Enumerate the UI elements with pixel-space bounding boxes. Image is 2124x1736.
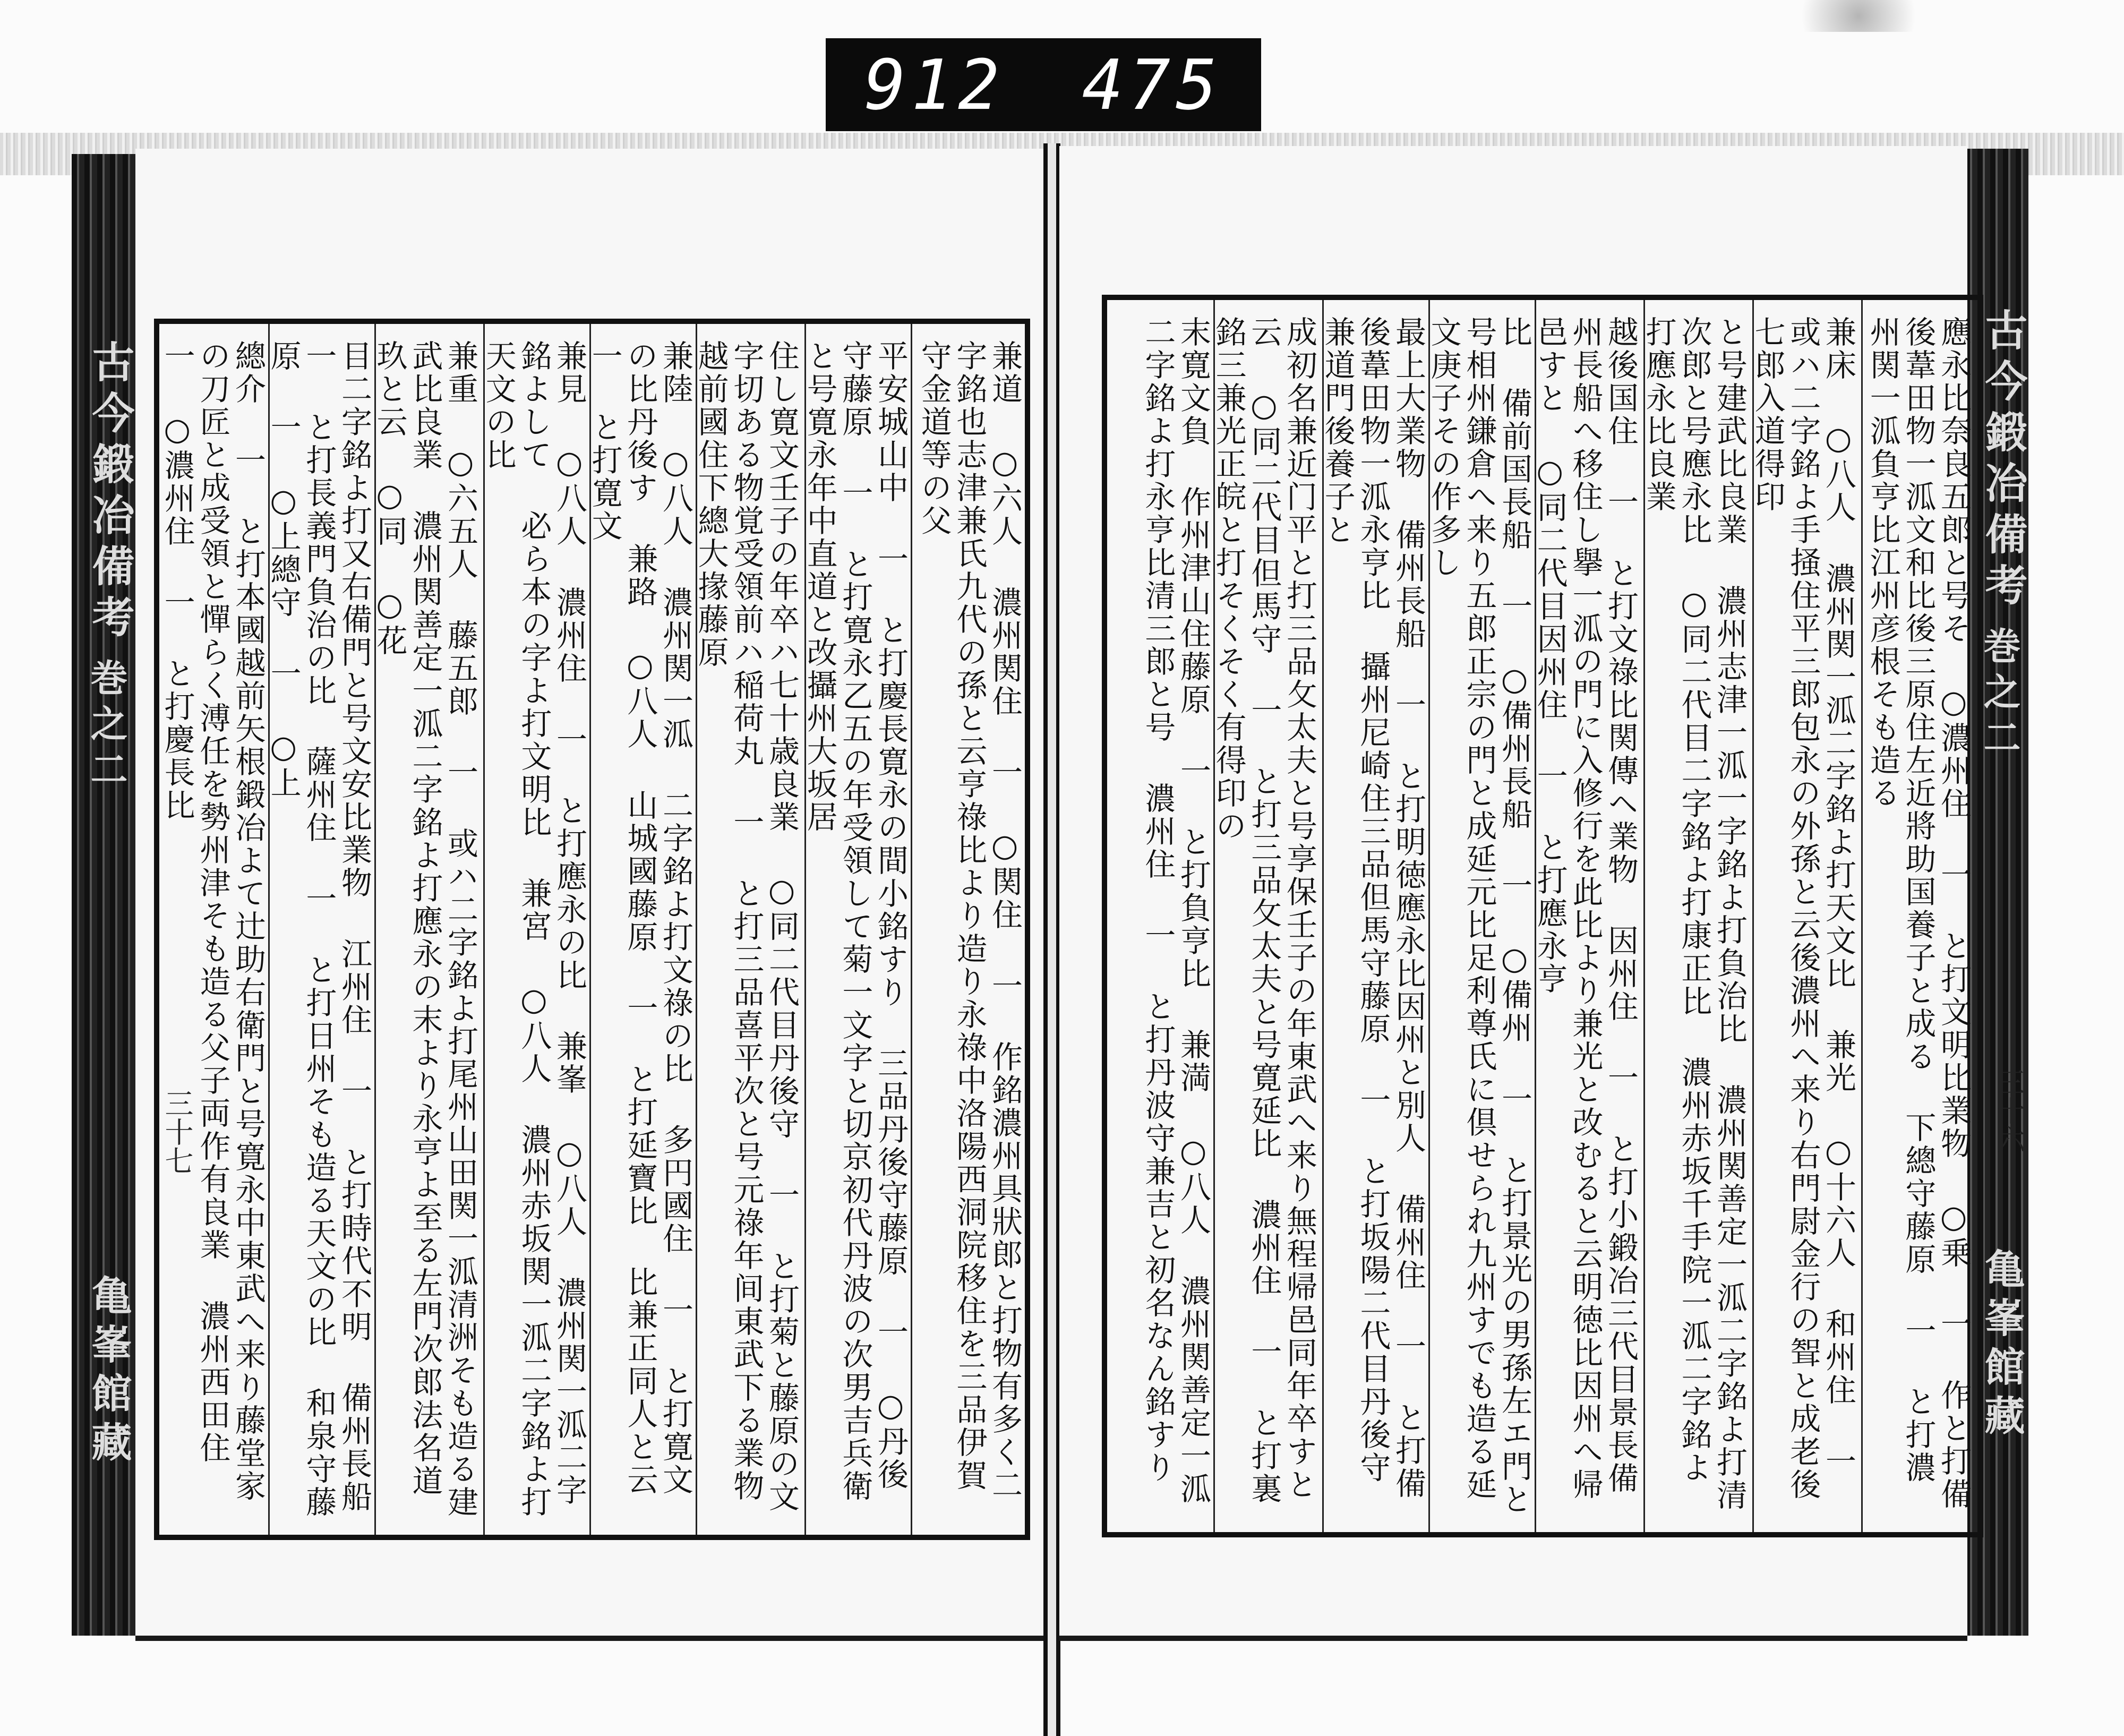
- right-text-frame: [1102, 295, 1983, 1537]
- entry-column: と号建武比良業 濃州志津一泒一字銘よ打負治比 濃州関善定一泒二字銘よ打清次郎と号應永比 ○同二代目二字銘よ打康正比 濃州赤坂千手院一泒二字銘よ打應永比良業: [1640, 316, 1748, 1512]
- book-gutter: [1043, 143, 1060, 1736]
- entry-column: 末寛文負 作州津山住藤原 一 と打負亨比 兼満 ○八人 濃州関善定一泒二字銘よ打永亨比清三郎と号 濃州住 一 と打丹波守兼吉と初名なん銘すり: [1140, 316, 1211, 1506]
- entry-column: 成初名兼近门平と打三品攵太夫と号享保壬子の年東武へ来り無程帰邑同年卒すと云 ○同二代目但馬守 一 と打三品攵太夫と号寛延比 濃州住 一 と打裏銘三兼光正皖と打そくそく有得印の: [1210, 316, 1317, 1506]
- entry-column: 目二字銘よ打又右備門と号文安比業物 江州住 一 と打時代不明 備州長船 一 と打長義門負治の比 薩州住 一 と打日州そも造る天文の比 和泉守藤原 一 ○上總守 一 ○上: [265, 340, 372, 1519]
- right-page-number: 三十六: [1992, 1067, 2026, 1153]
- call-number-label: [826, 38, 1261, 131]
- call-number-part2: 475: [1082, 44, 1223, 125]
- entry-column: 兼陸 ○八人 濃州関一泒 二字銘よ打文祿の比 多円國住 一 と打寛文の比丹後す 兼路 ○八人 山城國藤原 一 と打延寶比 比兼正同人と云 一 と打寛文: [586, 340, 693, 1496]
- left-running-title: 古今鍛冶備考: [85, 340, 135, 646]
- entry-column: 應永比奈良五郎と号そ ○濃州住 一 と打文明比業物 ○乗 一 作と打備後葦田物一泒文和比後三原住左近將助国養子と成る 下總守藤原 一 と打濃州関一泒負亨比江州彦根そも造る: [1864, 316, 1972, 1511]
- right-volume-label: 巻之二: [1977, 627, 2022, 764]
- scan-smudge: [1779, 0, 1938, 32]
- entry-column: 兼見 ○八人 濃州住 一 と打應永の比 兼峯 ○八人 濃州関一泒二字銘よして 必ら本の字よ打文明比 兼宮 ○八人 濃州赤坂関一泒二字銘よ打天文の比: [480, 340, 587, 1519]
- entry-column: 平安城山中 一 と打慶長寛永の間小銘すり 三品丹後守藤原 一 ○丹後守藤原 一 と打寛永乙五の年受領して菊一文字と切京初代丹波の次男吉兵衛と号寛永年中直道と改攝州大坂居: [801, 340, 909, 1503]
- column-rule: [483, 324, 485, 1535]
- right-running-title: 古今鍛冶備考: [1978, 308, 2028, 614]
- left-page-number: 三十七: [160, 1089, 194, 1175]
- entry-column: 最上大業物 備州長船 一 と打明徳應永比因州と別人 備州住 一 と打備後葦田物一泒永亨比 攝州尼崎住三品但馬守藤原 一 と打坂陽二代目丹後守兼道門後養子と: [1319, 316, 1426, 1500]
- entry-column: 住し寛文壬子の年卒ハ七十歳良業 ○同二代目丹後守 一 と打菊と藤原の文字切ある物覚受領前ハ稲荷丸 一 と打三品喜平次と号元祿年间東武下る業物 越前國住下總大掾藤原: [692, 340, 800, 1513]
- column-rule: [1861, 300, 1863, 1532]
- entry-column: 兼道 ○六人 濃州関住 一 ○関住 一 作銘濃州具狀郎と打物有多く二字銘也志津兼氏九代の孫と云亨祿比より造り永祿中洛陽西洞院移住を三品伊賀守金道等の父: [915, 340, 1023, 1502]
- left-text-frame: [154, 319, 1030, 1540]
- entry-column: 兼重 ○六五人 藤五郎 一 或ハ二字銘よ打尾州山田関一泒清洲そも造る建武比良業 濃州関善定一泒二字銘よ打應永の末より永亨よ至る左門次郎法名道玖と云 ○同 ○花: [371, 340, 478, 1519]
- column-rule: [911, 324, 912, 1535]
- entry-column: 兼床 ○八人 濃州関一泒二字銘よ打天文比 兼光 ○十六人 和州住 一 或ハ二字銘よ手掻住平三郎包永の外孫と云後濃州へ来り右門尉金行の聟と成老後七郎入道得印: [1749, 316, 1856, 1501]
- right-collection-stamp: 亀峯館藏: [1978, 1248, 2025, 1443]
- left-volume-label: 巻之二: [84, 659, 129, 796]
- call-number-part1: 912: [864, 44, 1005, 125]
- entry-column: 總介 一 と打本國越前矢根鍛冶よて辻助右衛門と号寛永中東武へ来り藤堂家の刀匠と成受領と憚らく溥任を勢州津そも造る父子両作有良業 濃州西田住 一 ○濃州住 一 と打慶長比: [159, 340, 266, 1503]
- entry-column: 比 備前国長船 一 ○備州長船 一 ○備州 一 と打景光の男孫左エ門と号相州鎌倉へ来り五郎正宗の門と成延元比足利尊氏に倶せられ九州すでも造る延文庚子その作多し: [1425, 316, 1532, 1516]
- left-collection-stamp: 亀峯館藏: [85, 1275, 132, 1470]
- entry-column: 越後国住 一 と打文祿比関傳ヘ業物 因州住 一 と打小鍛冶三代目景長備州長船へ移住し擧一泒の門に入修行を此比より兼光と改むると云明徳比因州へ帰邑すと ○同二代目因州住 一 と打應永亨: [1531, 316, 1639, 1501]
